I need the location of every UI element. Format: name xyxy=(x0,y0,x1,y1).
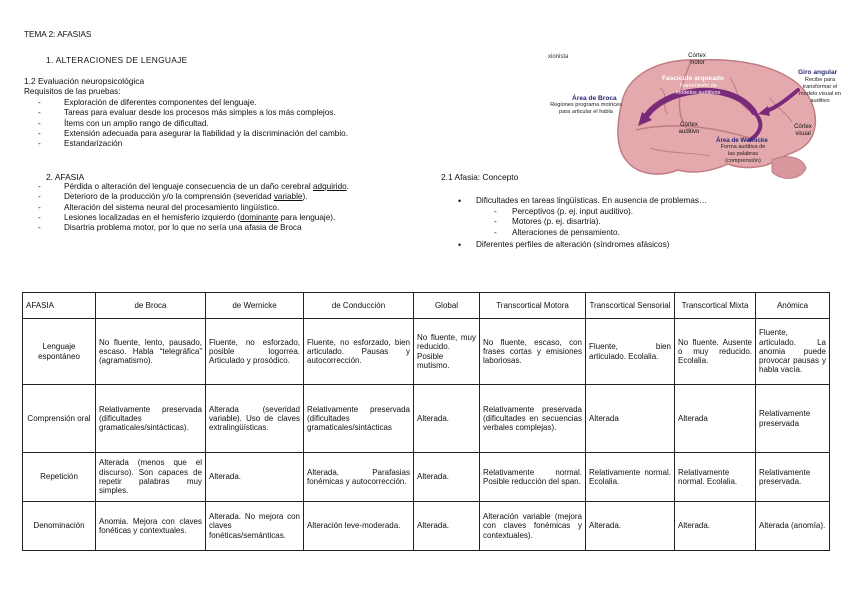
subsection-title-concepto: 2.1 Afasia: Concepto xyxy=(441,172,519,182)
table-cell: Alterada. xyxy=(414,502,480,551)
list-item: - Motores (p. ej. disartria). xyxy=(512,217,633,227)
table-cell: Alterada. xyxy=(206,453,304,502)
list-item: • Diferentes perfiles de alteración (síndromes afásicos) xyxy=(476,240,669,250)
column-header: Global xyxy=(414,293,480,319)
list-item xyxy=(64,192,349,202)
label-cortex-motor: Córtex motor xyxy=(688,53,706,66)
table-cell: Relativamente normal. Ecolalia. xyxy=(675,453,756,502)
concept-sublist xyxy=(512,207,633,238)
table-cell: Fluente, bien articulado. Ecolalia. xyxy=(586,319,675,385)
list-item-text: Alteración del sistema neural del procesamiento lingüístico. xyxy=(64,202,280,212)
label-giro-angular: Giro angular xyxy=(798,69,838,76)
row-header: Denominación xyxy=(23,502,96,551)
table-cell: Anomia. Mejora con claves fonéticas y contextuales. xyxy=(96,502,206,551)
list-item: - Perceptivos (p. ej. input auditivo). xyxy=(512,207,633,217)
list-item-text: Deterioro de la producción y/o la comprensión (severidad xyxy=(64,192,274,202)
table-cell: Alterada. No mejora con claves fonéticas/semánticas. xyxy=(206,502,304,551)
label-fasciculo-sub: Transmisión de modelos auditivos xyxy=(675,83,721,96)
column-header: Transcortical Sensorial xyxy=(586,293,675,319)
label-area-broca: Área de Broca xyxy=(572,95,617,102)
label-area-wernicke: Área de Wernicke xyxy=(716,137,768,144)
list-item: - Ítems con un amplio rango de dificultad. xyxy=(64,119,348,129)
aphasia-table xyxy=(22,292,830,551)
list-item: - Alteraciones de pensamiento. xyxy=(512,228,633,238)
table-cell: Fluente, no esforzado, posible logorrea. Articulado y prosódico. xyxy=(206,319,304,385)
brain-figure xyxy=(540,48,840,196)
section-title-alteraciones: 1. ALTERACIONES DE LENGUAJE xyxy=(46,55,188,65)
table-cell: Alterada. Parafasias fonémicas y autocorrección. xyxy=(304,453,414,502)
underlined-term: adquirido xyxy=(312,182,347,191)
label-wernicke-sub: Forma auditiva de las palabras (comprensión) xyxy=(720,144,766,164)
column-header: Anómica xyxy=(756,293,830,319)
label-giro-sub: Recibe para transformar el modelo visual en auditivo xyxy=(799,77,841,104)
requisites-label: Requisitos de las pruebas: xyxy=(24,87,121,96)
table-cell: Fluente, no esforzado, bien articulado. Pausas y autocorrección. xyxy=(304,319,414,385)
list-item-text: . xyxy=(346,182,349,191)
table-cell: No fluente, muy reducido. Posible mutismo. xyxy=(414,319,480,385)
list-item: - Estandarización xyxy=(64,139,348,149)
label-fasciculo-arqueado: Fascículo arqueado xyxy=(662,75,724,82)
underlined-term: variable xyxy=(273,192,303,202)
table-cell: Alterada. xyxy=(675,502,756,551)
table-cell: Alteración leve-moderada. xyxy=(304,502,414,551)
list-item-text: ). xyxy=(302,192,308,202)
list-item-text: Lesiones localizadas en el hemisferio izquierdo ( xyxy=(64,212,241,222)
concept-list xyxy=(476,196,707,206)
list-item: - Exploración de diferentes componentes del lenguaje. xyxy=(64,98,348,108)
list-item-text: Pérdida o alteración del lenguaje consecuencia de un daño cerebral xyxy=(64,182,313,191)
table-cell: Alterada. xyxy=(414,453,480,502)
list-item-text: para lenguaje). xyxy=(278,212,336,222)
column-header: Transcortical Motora xyxy=(480,293,586,319)
table-header-row xyxy=(23,293,830,319)
list-item xyxy=(64,223,349,233)
table-cell: Relativamente normal. Posible reducción del span. xyxy=(480,453,586,502)
table-cell: Relativamente preservada (dificultades gramaticales/sintácticas xyxy=(304,385,414,453)
document-topic: TEMA 2: AFASIAS xyxy=(24,30,92,39)
table-cell: No fluente, lento, pausado, escaso. Habla “telegráfica” (agramatismo). xyxy=(96,319,206,385)
table-cell: Relativamente normal. Ecolalia. xyxy=(586,453,675,502)
figure-caption: xionista xyxy=(548,54,569,60)
table-cell: Alterada xyxy=(586,385,675,453)
table-cell: Relativamente preservada (dificultades gramaticales/sintácticas). xyxy=(96,385,206,453)
table-cell: Alterada. xyxy=(586,502,675,551)
list-item xyxy=(64,213,349,223)
column-header: Transcortical Mixta xyxy=(675,293,756,319)
table-cell: Alteración variable (mejora con claves fonémicas y contextuales). xyxy=(480,502,586,551)
list-item xyxy=(64,203,349,213)
table-cell: No fluente, escaso, con frases cortas y emisiones laboriosas. xyxy=(480,319,586,385)
column-header: de Wernicke xyxy=(206,293,304,319)
table-cell: No fluente. Ausente o muy reducido. Ecolalia. xyxy=(675,319,756,385)
table-cell: Alterada. xyxy=(414,385,480,453)
table-cell: Fluente, articulado. La anomia puede provocar pausas y habla vacía. xyxy=(756,319,830,385)
table-cell: Relativamente preservada xyxy=(756,385,830,453)
list-item: - Tareas para evaluar desde los procesos más simples a los más complejos. xyxy=(64,108,348,118)
table-cell: Relativamente preservada (dificultades en secuencias verbales complejas). xyxy=(480,385,586,453)
label-cortex-auditivo: Córtex auditivo xyxy=(678,122,700,135)
table-row xyxy=(23,502,830,551)
section-title-afasia: 2. AFASIA xyxy=(46,172,85,182)
column-header: AFASIA xyxy=(23,293,96,319)
afasia-list xyxy=(64,182,349,233)
column-header: de Broca xyxy=(96,293,206,319)
table-cell: Alterada (menos que el discurso). Son capaces de repetir palabras muy simples. xyxy=(96,453,206,502)
table-cell: Relativamente preservada. xyxy=(756,453,830,502)
label-cortex-visual: Córtex visual xyxy=(794,124,812,137)
column-header: de Conducción xyxy=(304,293,414,319)
table-row xyxy=(23,385,830,453)
cerebellum-shape xyxy=(772,157,806,179)
concept-list-2 xyxy=(476,240,669,250)
underlined-term: dominante xyxy=(240,212,279,222)
table-cell: Alterada (severidad variable). Uso de claves extralingüísticas. xyxy=(206,385,304,453)
table-row xyxy=(23,319,830,385)
row-header: Repetición xyxy=(23,453,96,502)
list-item-text: Disartria problema motor, por lo que no sería una afasia de Broca xyxy=(64,223,302,233)
row-header: Lenguaje espontáneo xyxy=(23,319,96,385)
table-cell: Alterada (anomía). xyxy=(756,502,830,551)
list-item: - Extensión adecuada para asegurar la fiabilidad y la discriminación del cambio. xyxy=(64,129,348,139)
list-item: • Dificultades en tareas lingüísticas. En ausencia de problemas… xyxy=(476,196,707,206)
row-header: Comprensión oral xyxy=(23,385,96,453)
table-row xyxy=(23,453,830,502)
requisites-list xyxy=(64,98,348,149)
label-broca-sub: Regiones programa motrices para articular el habla xyxy=(550,102,622,115)
list-item xyxy=(64,182,349,192)
table-cell: Alterada xyxy=(675,385,756,453)
subsection-title-evaluacion: 1.2 Evaluación neuropsicológica xyxy=(24,76,145,86)
